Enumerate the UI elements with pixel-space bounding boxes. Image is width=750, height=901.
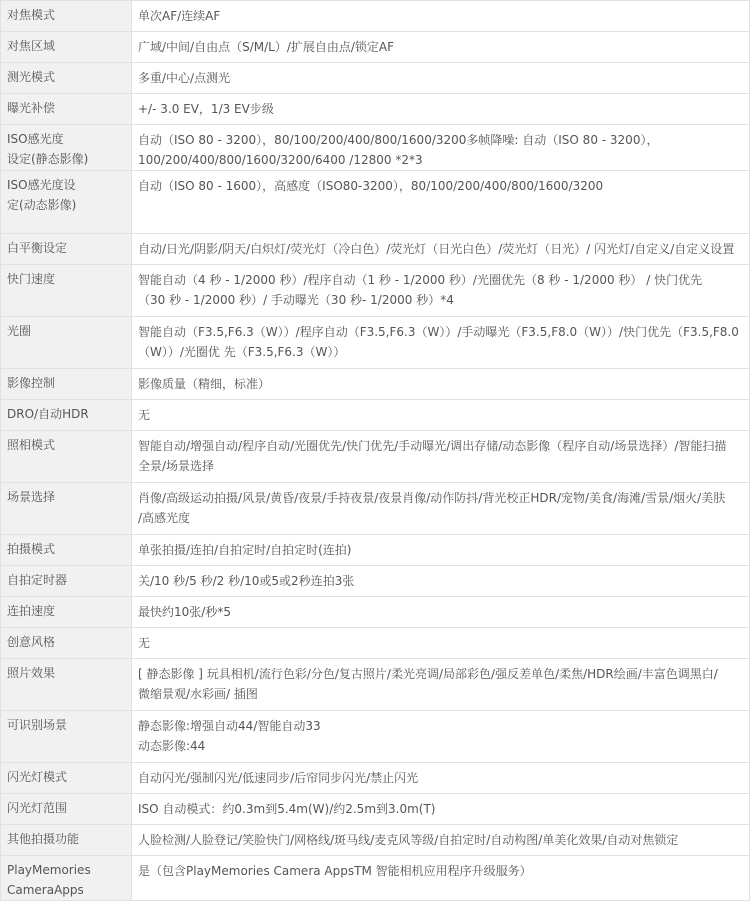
spec-value bbox=[132, 369, 750, 400]
spec-value-line: 静态影像:增强自动44/智能自动33 bbox=[138, 719, 321, 733]
spec-label: 曝光补偿 bbox=[1, 94, 132, 125]
spec-row bbox=[1, 659, 750, 711]
spec-row bbox=[1, 32, 750, 63]
spec-value-line: 动态影像:44 bbox=[138, 739, 206, 753]
spec-value bbox=[132, 856, 750, 901]
spec-label: ISO感光度设 定(动态影像) bbox=[1, 171, 132, 234]
spec-value-line: 自动（ISO 80 - 1600），高感度（ISO80-3200），80/100/200/400/800/1600/3200 bbox=[138, 179, 604, 193]
spec-value-line: 自动/日光/阴影/阴天/白炽灯/荧光灯（冷白色）/荧光灯（日光白色）/荧光灯（日光）/ 闪光灯/自定义/自定义设置 bbox=[138, 242, 735, 256]
spec-value-line: 无 bbox=[138, 636, 151, 650]
spec-row bbox=[1, 400, 750, 431]
spec-row bbox=[1, 794, 750, 825]
spec-row bbox=[1, 483, 750, 535]
spec-row bbox=[1, 763, 750, 794]
spec-row bbox=[1, 711, 750, 763]
spec-row bbox=[1, 1, 750, 32]
spec-value bbox=[132, 265, 750, 317]
spec-row bbox=[1, 369, 750, 400]
spec-label: 可识别场景 bbox=[1, 711, 132, 763]
spec-label: 闪光灯范围 bbox=[1, 794, 132, 825]
spec-row bbox=[1, 535, 750, 566]
spec-value-line: 多重/中心/点测光 bbox=[138, 71, 231, 85]
spec-value bbox=[132, 566, 750, 597]
spec-row bbox=[1, 265, 750, 317]
spec-label: 测光模式 bbox=[1, 63, 132, 94]
spec-value bbox=[132, 234, 750, 265]
spec-value-line: 微缩景观/水彩画/ 插图 bbox=[138, 687, 258, 701]
spec-label: 其他拍摄功能 bbox=[1, 825, 132, 856]
spec-value bbox=[132, 400, 750, 431]
spec-value-line: （W））/光圈优 先（F3.5,F6.3（W）） bbox=[138, 345, 346, 359]
spec-label: DRO/自动HDR bbox=[1, 400, 132, 431]
spec-value bbox=[132, 628, 750, 659]
spec-row bbox=[1, 628, 750, 659]
spec-label: 对焦区域 bbox=[1, 32, 132, 63]
spec-value-line: 100/200/400/800/1600/3200/6400 /12800 *2*3 bbox=[138, 153, 423, 167]
spec-row bbox=[1, 566, 750, 597]
spec-value-line: 单次AF/连续AF bbox=[138, 9, 221, 23]
spec-row bbox=[1, 63, 750, 94]
spec-row bbox=[1, 317, 750, 369]
spec-value bbox=[132, 32, 750, 63]
spec-value-line: 自动（ISO 80 - 3200），80/100/200/400/800/1600/3200多帧降噪: 自动（ISO 80 - 3200）， bbox=[138, 133, 659, 147]
spec-row bbox=[1, 94, 750, 125]
spec-value-line: 智能自动/增强自动/程序自动/光圈优先/快门优先/手动曝光/调出存储/动态影像（程序自动/场景选择）/智能扫描 bbox=[138, 439, 727, 453]
spec-value-line: 广域/中间/自由点（S/M/L）/扩展自由点/锁定AF bbox=[138, 40, 395, 54]
spec-value-line: [ 静态影像 ] 玩具相机/流行色彩/分色/复古照片/柔光亮调/局部彩色/强反差单色/柔焦/HDR绘画/丰富色调黑白/ bbox=[138, 667, 718, 681]
spec-value-line: 关/10 秒/5 秒/2 秒/10或5或2秒连拍3张 bbox=[138, 574, 355, 588]
spec-row bbox=[1, 125, 750, 171]
spec-label: 快门速度 bbox=[1, 265, 132, 317]
spec-row bbox=[1, 597, 750, 628]
spec-value-line: 人脸检测/人脸登记/笑脸快门/网格线/斑马线/麦克风等级/自拍定时/自动构图/单美化效果/自动对焦锁定 bbox=[138, 833, 679, 847]
spec-value bbox=[132, 94, 750, 125]
spec-value bbox=[132, 63, 750, 94]
spec-value-line: 自动闪光/强制闪光/低速同步/后帘同步闪光/禁止闪光 bbox=[138, 771, 419, 785]
spec-value bbox=[132, 535, 750, 566]
spec-row bbox=[1, 234, 750, 265]
spec-label: 自拍定时器 bbox=[1, 566, 132, 597]
spec-value-line: 智能自动（4 秒 - 1/2000 秒）/程序自动（1 秒 - 1/2000 秒）/光圈优先（8 秒 - 1/2000 秒） / 快门优先 bbox=[138, 273, 703, 287]
spec-value bbox=[132, 794, 750, 825]
spec-value bbox=[132, 763, 750, 794]
spec-table-body bbox=[1, 1, 750, 901]
spec-value bbox=[132, 125, 750, 171]
spec-value bbox=[132, 711, 750, 763]
spec-label: 光圈 bbox=[1, 317, 132, 369]
spec-value bbox=[132, 317, 750, 369]
spec-value-line: 影像质量（精细，标准） bbox=[138, 377, 271, 391]
spec-row bbox=[1, 431, 750, 483]
spec-value-line: 无 bbox=[138, 408, 151, 422]
spec-value bbox=[132, 1, 750, 32]
spec-row bbox=[1, 825, 750, 856]
spec-value bbox=[132, 659, 750, 711]
spec-label: 闪光灯模式 bbox=[1, 763, 132, 794]
spec-value-line: 智能自动（F3.5,F6.3（W））/程序自动（F3.5,F6.3（W））/手动曝光（F3.5,F8.0（W））/快门优先（F3.5,F8.0 bbox=[138, 325, 739, 339]
spec-label: 连拍速度 bbox=[1, 597, 132, 628]
spec-row bbox=[1, 856, 750, 901]
spec-value-line: ISO 自动模式：约0.3m到5.4m(W)/约2.5m到3.0m(T) bbox=[138, 802, 436, 816]
spec-label: 白平衡设定 bbox=[1, 234, 132, 265]
spec-value bbox=[132, 825, 750, 856]
spec-label: 对焦模式 bbox=[1, 1, 132, 32]
spec-label: 照相模式 bbox=[1, 431, 132, 483]
spec-value-line: /高感光度 bbox=[138, 511, 191, 525]
spec-label: 影像控制 bbox=[1, 369, 132, 400]
spec-value-line: 肖像/高级运动拍摄/风景/黄昏/夜景/手持夜景/夜景肖像/动作防抖/背光校正HDR/宠物/美食/海滩/雪景/烟火/美肤 bbox=[138, 491, 726, 505]
spec-value bbox=[132, 171, 750, 234]
spec-value-line: （30 秒 - 1/2000 秒）/ 手动曝光（30 秒- 1/2000 秒）*4 bbox=[138, 293, 454, 307]
spec-label: 场景选择 bbox=[1, 483, 132, 535]
spec-value-line: 是（包含PlayMemories Camera AppsTM 智能相机应用程序升级服务） bbox=[138, 864, 532, 878]
spec-label: PlayMemories CameraApps bbox=[1, 856, 132, 901]
spec-value bbox=[132, 431, 750, 483]
spec-value bbox=[132, 483, 750, 535]
spec-value-line: 最快约10张/秒*5 bbox=[138, 605, 231, 619]
spec-label: 拍摄模式 bbox=[1, 535, 132, 566]
spec-label: 创意风格 bbox=[1, 628, 132, 659]
spec-value-line: 全景/场景选择 bbox=[138, 459, 215, 473]
spec-row bbox=[1, 171, 750, 234]
spec-value-line: 单张拍摄/连拍/自拍定时/自拍定时(连拍) bbox=[138, 543, 352, 557]
spec-label: ISO感光度 设定(静态影像) bbox=[1, 125, 132, 171]
spec-value bbox=[132, 597, 750, 628]
spec-label: 照片效果 bbox=[1, 659, 132, 711]
spec-value-line: +/- 3.0 EV，1/3 EV步级 bbox=[138, 102, 274, 116]
